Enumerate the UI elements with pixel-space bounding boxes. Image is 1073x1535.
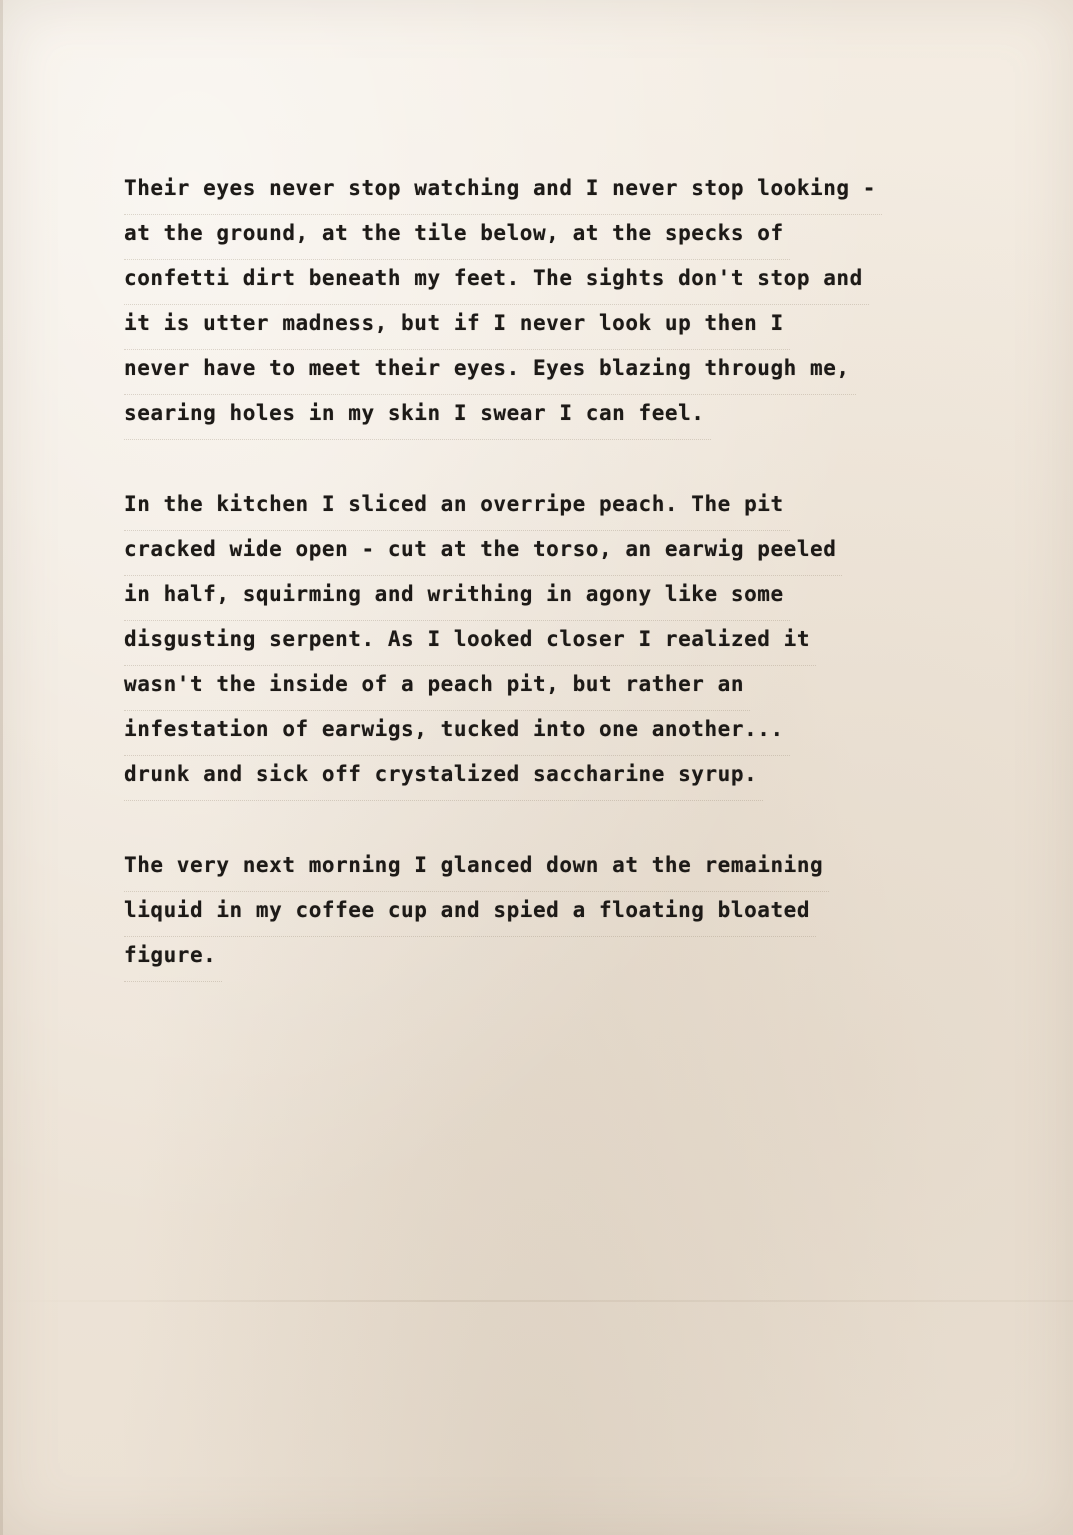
paper-edge [0,0,3,1535]
paragraph-2 [124,486,944,801]
text-line: wasn't the inside of a peach pit, but rather an [124,666,750,711]
text-line: The very next morning I glanced down at the remaining [124,847,829,892]
text-line: In the kitchen I sliced an overripe peach. The pit [124,486,790,531]
body-text [124,170,944,1028]
text-line: disgusting serpent. As I looked closer I realized it [124,621,816,666]
text-line: in half, squirming and writhing in agony like some [124,576,790,621]
text-line: searing holes in my skin I swear I can feel. [124,395,711,440]
text-line: it is utter madness, but if I never look up then I [124,305,790,350]
text-line: drunk and sick off crystalized saccharine syrup. [124,756,763,801]
text-line: at the ground, at the tile below, at the specks of [124,215,790,260]
paragraph-3 [124,847,944,982]
text-line: cracked wide open - cut at the torso, an earwig peeled [124,531,842,576]
paper-crease [0,1300,1073,1302]
text-line: figure. [124,937,222,982]
text-line: infestation of earwigs, tucked into one another... [124,711,790,756]
paragraph-1 [124,170,944,440]
text-line: liquid in my coffee cup and spied a floating bloated [124,892,816,937]
text-line: Their eyes never stop watching and I never stop looking - [124,170,882,215]
text-line: never have to meet their eyes. Eyes blazing through me, [124,350,856,395]
text-line: confetti dirt beneath my feet. The sights don't stop and [124,260,869,305]
